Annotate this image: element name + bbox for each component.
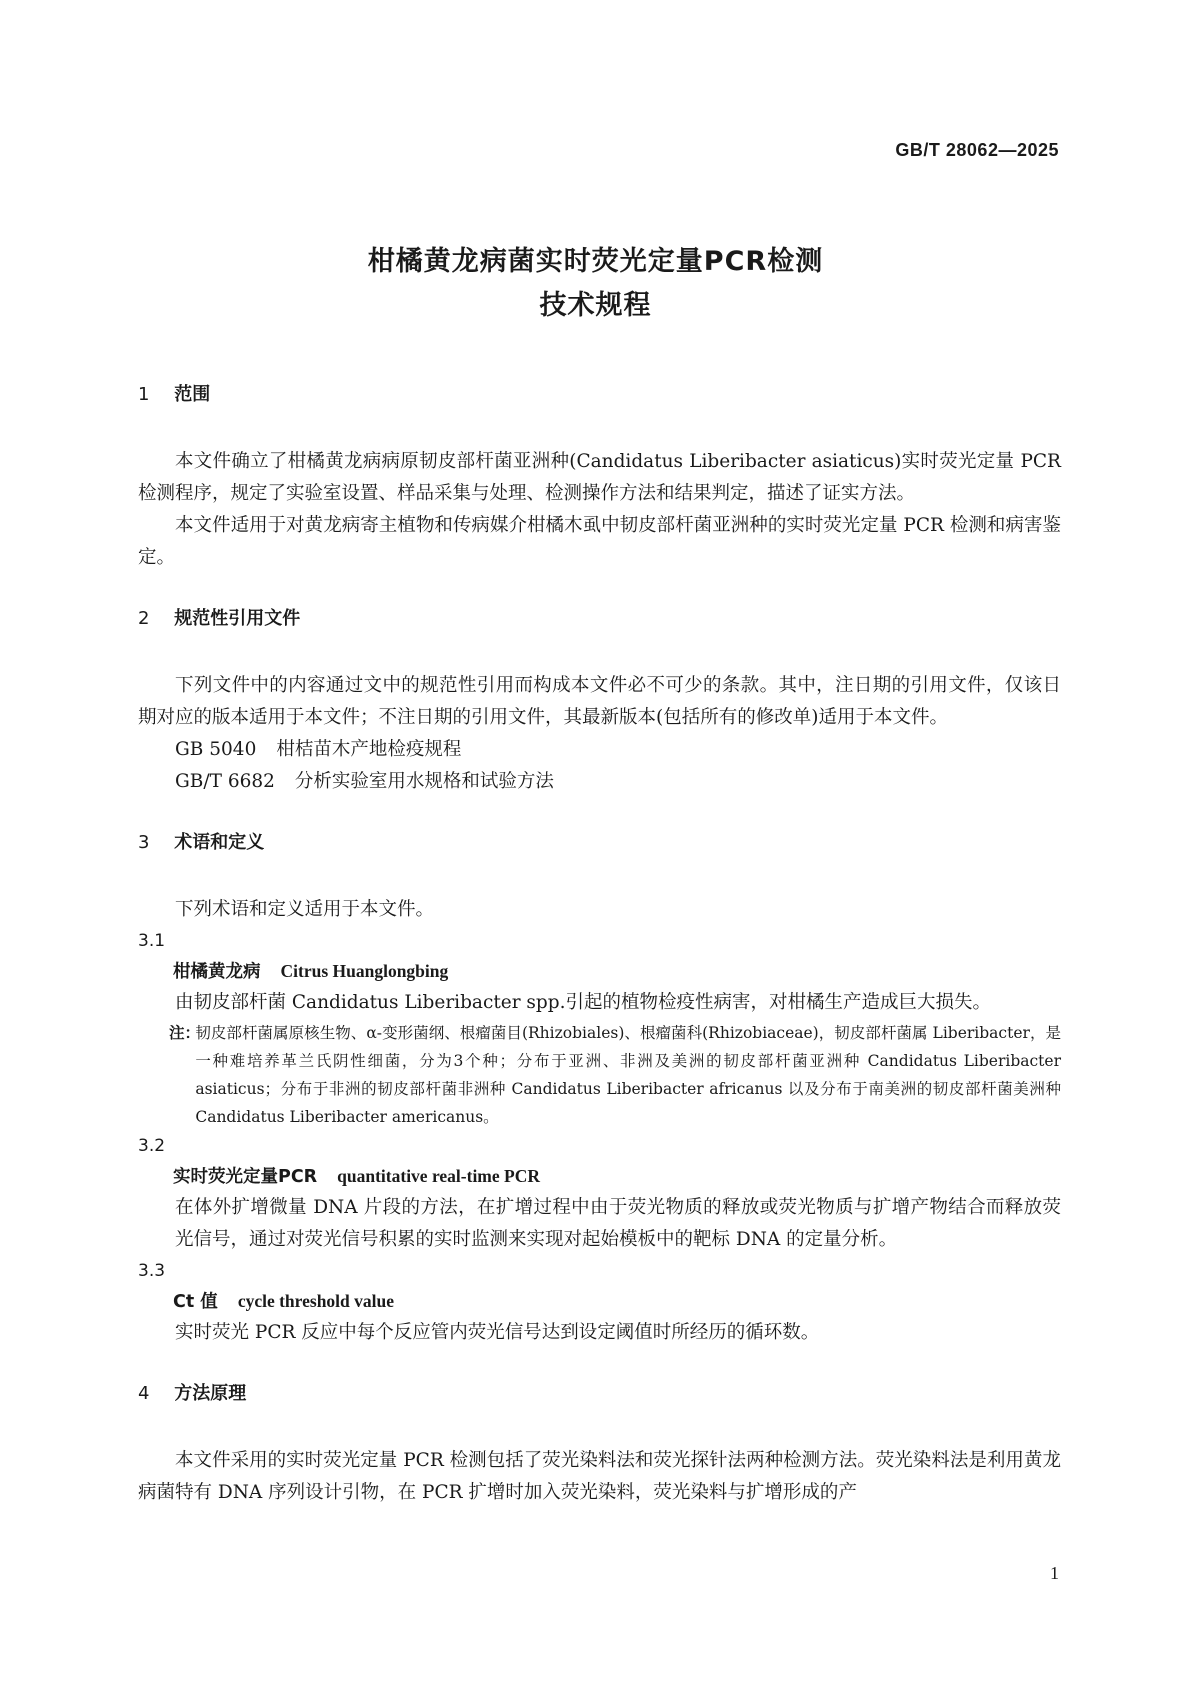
reference-code: GB 5040 [175, 739, 257, 760]
title-line-1: 柑橘黄龙病菌实时荧光定量PCR检测 [367, 246, 824, 277]
term-zh: Ct 值 [173, 1292, 218, 1312]
section-heading [138, 1379, 1061, 1409]
section-number: 1 [138, 384, 150, 405]
paragraph: 下列术语和定义适用于本文件。 [175, 899, 435, 920]
term-en: cycle threshold value [237, 1291, 395, 1311]
title-line-2: 技术规程 [539, 290, 652, 321]
document-body [138, 380, 1061, 1509]
term-note [138, 1019, 1061, 1131]
reference-item [138, 766, 1061, 798]
section-number: 4 [138, 1383, 150, 1404]
section-title: 范围 [174, 384, 211, 405]
section-heading [138, 604, 1061, 634]
reference-code: GB/T 6682 [175, 771, 275, 792]
paragraph: 下列文件中的内容通过文中的规范性引用而构成本文件必不可少的条款。其中，注日期的引用文件，仅该日期对应的版本适用于本文件；不注日期的引用文件，其最新版本(包括所有的修改单)适用于本文件。 [138, 675, 1061, 728]
reference-item [138, 734, 1061, 766]
term-heading [138, 1286, 1061, 1317]
term-definition: 实时荧光 PCR 反应中每个反应管内荧光信号达到设定阈值时所经历的循环数。 [175, 1322, 820, 1343]
section-title: 方法原理 [174, 1383, 247, 1404]
page-number: 1 [1050, 1563, 1059, 1583]
section-title: 术语和定义 [174, 832, 265, 853]
standard-number: GB/T 28062—2025 [895, 140, 1059, 160]
note-text: 韧皮部杆菌属原核生物、α-变形菌纲、根瘤菌目(Rhizobiales)、根瘤菌科(Rhizobiaceae)，韧皮部杆菌属 Liberibacter，是一种难培养革兰氏阴性细菌，分为3个种；分布于亚洲、非洲及美洲的韧皮部杆菌亚洲种 Candidatus Liberibacter asiaticus；分布于非洲的韧皮部杆菌非洲种 Candidatus Liberibacter africanus 以及分布于南美洲的韧皮部杆菌美洲种 Candidatus Liberibacter americanus。 [195, 1024, 1061, 1126]
paragraph: 本文件采用的实时荧光定量 PCR 检测包括了荧光染料法和荧光探针法两种检测方法。荧光染料法是利用黄龙病菌特有 DNA 序列设计引物，在 PCR 扩增时加入荧光染料，荧光染料与扩增形成的产 [138, 1450, 1061, 1503]
section-number: 2 [138, 608, 150, 629]
term-en: Citrus Huanglongbing [280, 961, 449, 981]
section-heading [138, 380, 1061, 410]
reference-title: 柑桔苗木产地检疫规程 [276, 739, 462, 760]
term-number: 3.1 [138, 931, 166, 951]
term-number: 3.2 [138, 1136, 166, 1156]
document-title [0, 240, 1191, 328]
term-definition: 在体外扩增微量 DNA 片段的方法，在扩增过程中由于荧光物质的释放或荧光物质与扩增产物结合而释放荧光信号，通过对荧光信号积累的实时监测来实现对起始模板中的靶标 DNA 的定量分析。 [175, 1197, 1061, 1250]
term-en: quantitative real-time PCR [337, 1166, 540, 1186]
term-zh: 实时荧光定量PCR [173, 1167, 318, 1187]
term-definition: 由韧皮部杆菌 Candidatus Liberibacter spp.引起的植物检疫性病害，对柑橘生产造成巨大损失。 [175, 992, 991, 1013]
term-heading [138, 956, 1061, 987]
section-number: 3 [138, 832, 150, 853]
reference-title: 分析实验室用水规格和试验方法 [294, 771, 554, 792]
term-number: 3.3 [138, 1261, 166, 1281]
note-label: 注： [169, 1024, 201, 1042]
section-title: 规范性引用文件 [174, 608, 301, 629]
paragraph: 本文件确立了柑橘黄龙病病原韧皮部杆菌亚洲种(Candidatus Liberibacter asiaticus)实时荧光定量 PCR 检测程序，规定了实验室设置、样品采集与处理、检测操作方法和结果判定，描述了证实方法。 [138, 451, 1061, 504]
paragraph: 本文件适用于对黄龙病寄主植物和传病媒介柑橘木虱中韧皮部杆菌亚洲种的实时荧光定量 PCR 检测和病害鉴定。 [138, 515, 1061, 568]
term-zh: 柑橘黄龙病 [173, 962, 261, 982]
section-heading [138, 828, 1061, 858]
term-heading [138, 1161, 1061, 1192]
